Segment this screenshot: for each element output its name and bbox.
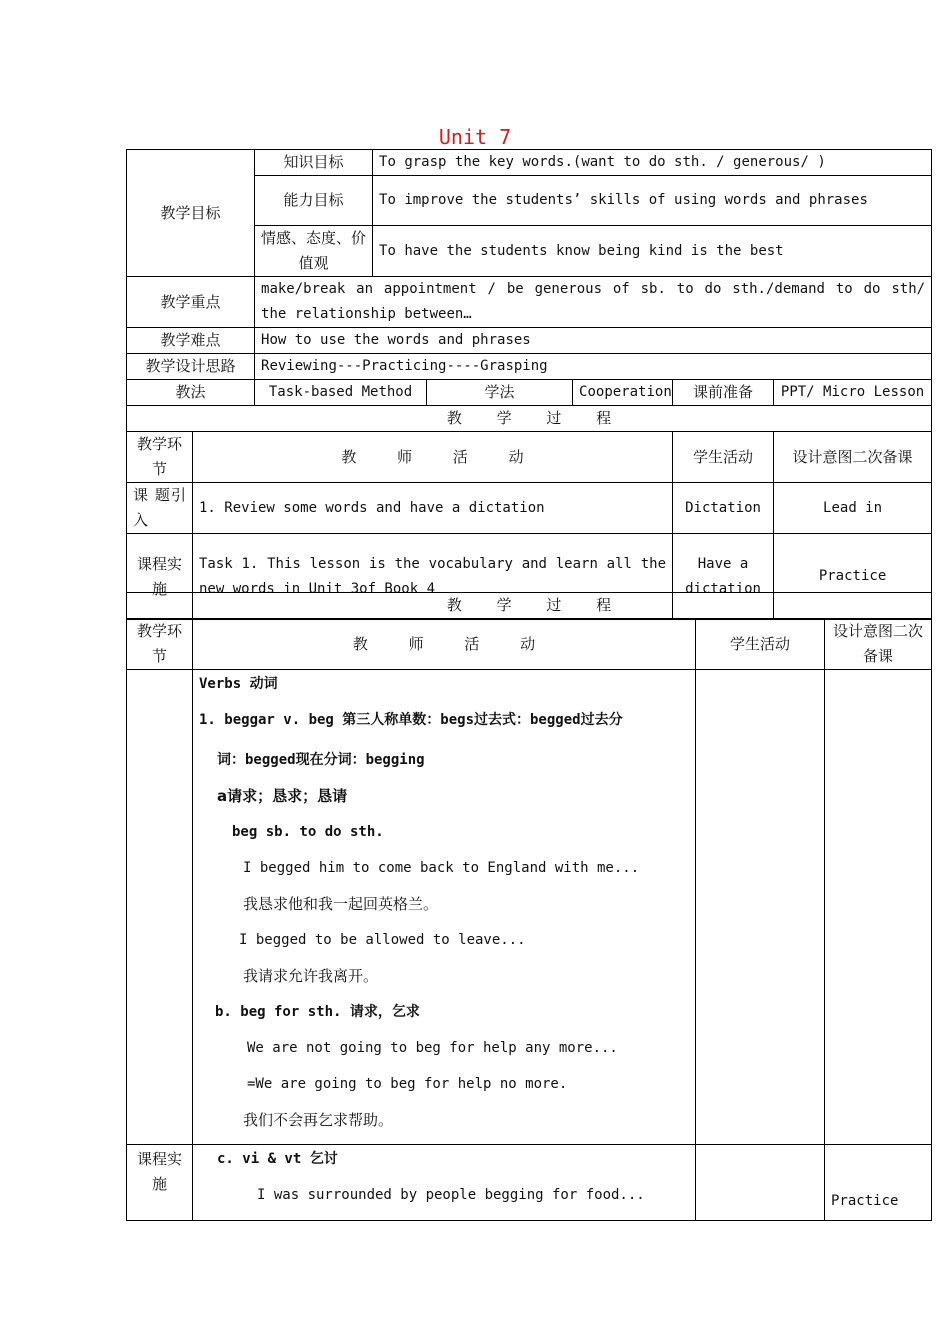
document-title: Unit 7 — [438, 125, 512, 149]
knowledge-goal-text: To grasp the key words.(want to do sth. / generous/ ) — [373, 150, 932, 176]
key-points-label: 教学重点 — [127, 277, 255, 328]
emotion-goal-text: To have the students know being kind is the best — [373, 226, 932, 277]
method-value: Task-based Method — [255, 380, 427, 406]
process-table — [126, 592, 932, 1221]
prep-value: PPT/ Micro Lesson — [774, 380, 932, 406]
beg-forms-line: 词：begged现在分词：begging — [217, 752, 425, 768]
row-design: Lead in — [774, 483, 932, 534]
row-design: Practice — [774, 534, 932, 620]
row-design: Practice — [825, 1145, 932, 1221]
ability-goal-text: To improve the students’ skills of using words and phrases — [373, 176, 932, 226]
process-title: 教 学 过 程 — [127, 406, 932, 432]
ability-goal-label: 能力目标 — [255, 176, 373, 226]
study-label: 学法 — [427, 380, 573, 406]
process-title: 教 学 过 程 — [127, 593, 932, 619]
teacher-activity-cell — [193, 670, 696, 1145]
header-design: 设计意图二次备课 — [774, 432, 932, 483]
row-teacher: Task 1. This lesson is the vocabulary and learn all the new words in Unit 3of Book 4 — [193, 534, 673, 620]
design-label: 教学设计思路 — [127, 354, 255, 380]
design-text: Reviewing---Practicing----Grasping — [255, 354, 932, 380]
example-translation: 我恳求他和我一起回英格兰。 — [243, 895, 439, 913]
emotion-goal-label: 情感、态度、价值观 — [255, 226, 373, 277]
row-student: Dictation — [673, 483, 774, 534]
header-design: 设计意图二次备课 — [825, 619, 932, 670]
student-activity-cell — [696, 670, 825, 1145]
example-sentence: I was surrounded by people begging for food... — [257, 1187, 645, 1203]
knowledge-goal-label: 知识目标 — [255, 150, 373, 176]
beg-pattern: beg sb. to do sth. — [232, 824, 384, 840]
sense-a-heading: a请求；恳求；恳请 — [217, 787, 348, 805]
row-stage: 课 题引入 — [127, 483, 193, 534]
example-translation: 我们不会再乞求帮助。 — [243, 1111, 394, 1129]
lesson-plan-table — [126, 149, 932, 620]
design-cell — [825, 670, 932, 1145]
row-stage: 课程实施 — [127, 534, 193, 620]
study-value: Cooperation — [573, 380, 673, 406]
row-student: Have a dictation — [673, 534, 774, 620]
header-student: 学生活动 — [673, 432, 774, 483]
header-student: 学生活动 — [696, 619, 825, 670]
method-label: 教法 — [127, 380, 255, 406]
example-sentence: I begged to be allowed to leave... — [239, 932, 526, 948]
example-sentence: =We are going to beg for help no more. — [247, 1076, 568, 1092]
example-translation: 我请求允许我离开。 — [243, 967, 379, 985]
sense-c-heading: c. vi & vt 乞讨 — [217, 1151, 338, 1167]
stage-empty-cell — [127, 670, 193, 1145]
prep-label: 课前准备 — [673, 380, 774, 406]
example-sentence: I begged him to come back to England with me... — [243, 860, 640, 876]
verbs-heading: Verbs 动词 — [199, 676, 278, 692]
teacher-activity-cell — [193, 1145, 696, 1221]
header-teacher: 教 师 活 动 — [193, 432, 673, 483]
objectives-label: 教学目标 — [127, 150, 255, 277]
beg-definition-line: 1. beggar v. beg 第三人称单数：begs过去式：begged过去分 — [199, 712, 623, 728]
student-activity-cell — [696, 1145, 825, 1221]
row-stage: 课程实施 — [127, 1145, 193, 1221]
key-points-text: make/break an appointment / be generous of sb. to do sth./demand to do sth/ the relationship between… — [255, 277, 932, 328]
header-teacher: 教 师 活 动 — [193, 619, 696, 670]
example-sentence: We are not going to beg for help any more... — [247, 1040, 618, 1056]
difficulties-text: How to use the words and phrases — [255, 328, 932, 354]
header-stage: 教学环节 — [127, 432, 193, 483]
sense-b-heading: b. beg for sth. 请求，乞求 — [215, 1004, 420, 1020]
difficulties-label: 教学难点 — [127, 328, 255, 354]
header-stage: 教学环节 — [127, 619, 193, 670]
row-teacher: 1. Review some words and have a dictation — [193, 483, 673, 534]
